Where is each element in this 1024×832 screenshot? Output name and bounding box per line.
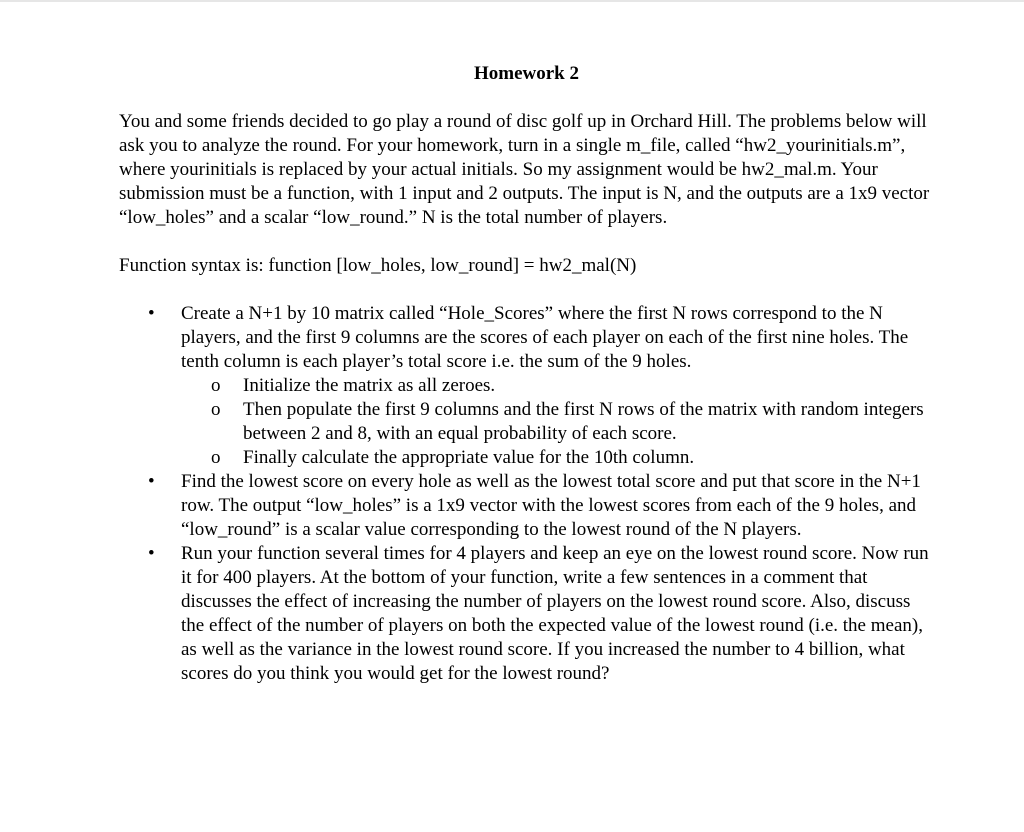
- task-text: Find the lowest score on every hole as well as the lowest total score and put that score in the N+1 row. The output “low_holes” is a 1x9 vector with the lowest scores from each of the 9 holes, and “low_round” is a scalar value corresponding to the lowest round of the N players.: [181, 471, 921, 540]
- task-item-lowest: [181, 470, 934, 542]
- task-item-run: [181, 542, 934, 686]
- task-text: Run your function several times for 4 players and keep an eye on the lowest round score. Now run it for 400 players. At the bottom of your function, write a few sentences in a comment that discusses the effect of increasing the number of players on the lowest round score. Also, discuss the effect of the number of players on both the expected value of the lowest round (i.e. the mean), as well as the variance in the lowest round score. If you increased the number to 4 billion, what scores do you think you would get for the lowest round?: [181, 543, 929, 684]
- task-list: [119, 302, 934, 686]
- intro-paragraph: You and some friends decided to go play a round of disc golf up in Orchard Hill. The problems below will ask you to analyze the round. For your homework, turn in a single m_file, called “hw2_yourinitials.m”, where yourinitials is replaced by your actual initials. So my assignment would be hw2_mal.m. Your submission must be a function, with 1 input and 2 outputs. The input is N, and the outputs are a 1x9 vector “low_holes” and a scalar “low_round.” N is the total number of players.: [119, 111, 930, 228]
- task-text: Create a N+1 by 10 matrix called “Hole_Scores” where the first N rows correspond to the N players, and the first 9 columns are the scores of each player on each of the first nine holes. The tenth column is each player’s total score i.e. the sum of the 9 holes.: [181, 303, 909, 372]
- page-top-border: [0, 0, 1024, 2]
- subtask-item: o Finally calculate the appropriate value for the 10th column.: [243, 446, 934, 470]
- subtask-list: [181, 374, 934, 470]
- document-title: Homework 2: [473, 63, 579, 84]
- function-syntax: Function syntax is: function [low_holes, low_round] = hw2_mal(N): [119, 255, 637, 276]
- subtask-item: o Then populate the first 9 columns and the first N rows of the matrix with random integers between 2 and 8, with an equal probability of each score.: [243, 398, 934, 446]
- subtask-item: o Initialize the matrix as all zeroes.: [243, 374, 934, 398]
- task-item-matrix: [181, 302, 934, 470]
- document-page: [119, 62, 934, 686]
